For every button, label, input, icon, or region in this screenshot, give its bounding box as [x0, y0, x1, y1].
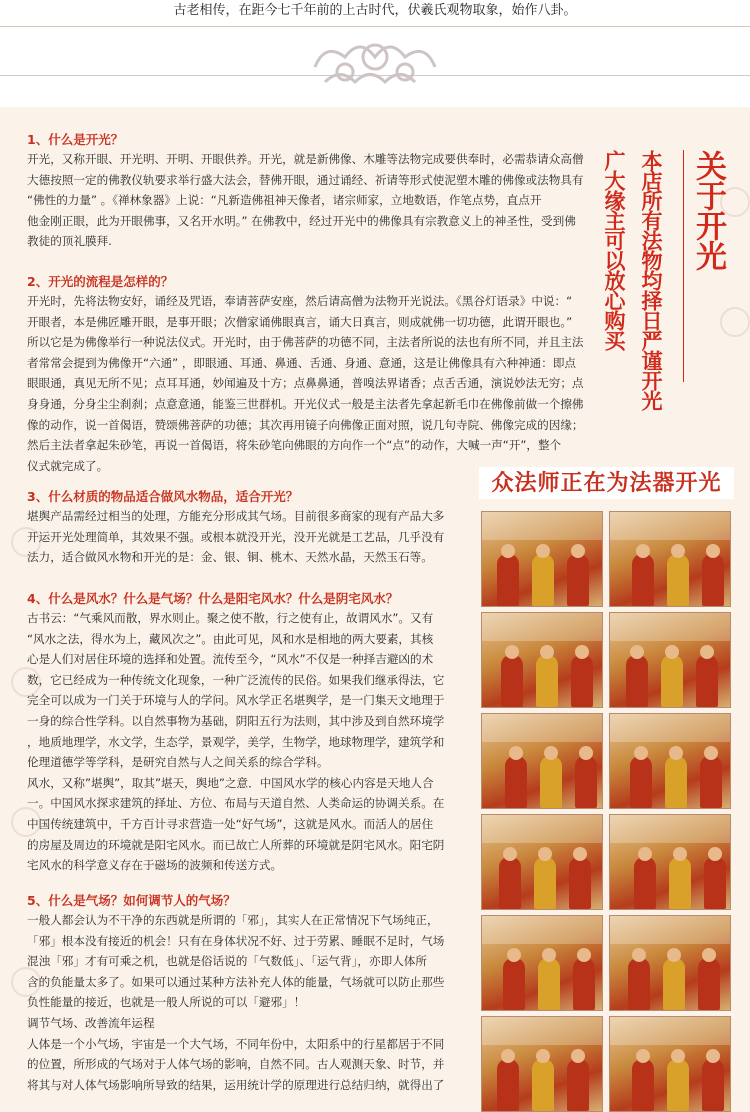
section-line: 堪舆产品需经过相当的处理，方能充分形成其气场。目前很多商家的现有产品大多 — [27, 509, 445, 523]
ceremony-photo — [609, 511, 731, 607]
section-line: ，地质地理学，水文学，生态学，景观学，美学，生物学，地球物理学，建筑学和 — [27, 734, 445, 749]
ceremony-photo — [609, 915, 731, 1011]
photo-banner: 众法师正在为法器开光 — [479, 467, 734, 499]
ceremony-photo — [481, 1016, 603, 1112]
section-line: 一。中国风水探求建筑的择址、方位、布局与天道自然、人类命运的协调关系。在 — [27, 796, 445, 811]
section-heading: 4、什么是风水？什么是气场？什么是阳宅风水？什么是阴宅风水？ — [27, 591, 399, 606]
section-line: 数，它已经成为一种传统文化现象，一种广泛流传的民俗。如果我们继承得法，它 — [27, 672, 445, 687]
title-divider — [683, 150, 684, 382]
section-line: 中国传统建筑中，千方百计寻求营造一处“好气场”，这就是风水。而活人的居住 — [27, 816, 434, 831]
section-line: 混浊「邪」才有可乘之机，也就是俗话说的「气数低」、「运气背」，亦即人体所 — [27, 954, 427, 969]
ceremony-photo — [481, 713, 603, 809]
section-line: 他金刚正眼，此为开眼佛事，又名开水明。” 在佛教中，经过开光中的佛像具有宗教意义上的神圣性，受到佛 — [27, 213, 576, 228]
cloud-ornament-icon — [295, 27, 455, 107]
title-about-kaiguang: 关于开光 — [690, 150, 726, 270]
section-process — [27, 273, 587, 476]
section-line: 像的动作，说一首偈语，赞颂佛菩萨的功德；其次再用镜子向佛像正面对照，说几句寺院、佛像完成的因缘； — [27, 417, 584, 432]
section-line: 法力，适合做风水物和开光的是：金、银、铜、桃木、天然水晶，天然玉石等。 — [27, 550, 433, 565]
section-line: 完全可以成为一门关于环境与人的学问。风水学正名堪舆学，是一门集天文地理于 — [27, 693, 445, 708]
header-ornament — [0, 27, 750, 107]
section-line: 仪式就完成了。 — [27, 458, 109, 473]
section-heading: 3、什么材质的物品适合做风水物品，适合开光？ — [27, 489, 299, 504]
section-what-is-kaiguang — [27, 131, 587, 252]
section-line: 一身的综合性学科。以自然事物为基础，阴阳五行为法则，其中涉及到自然环境学 — [27, 713, 445, 728]
section-line: 的房屋及周边的环境就是阳宅风水。而已故亡人所葬的环境就是阴宅风水。阳宅阴 — [27, 837, 445, 852]
section-qichang — [27, 892, 467, 1095]
section-line: 开光，又称开眼、开光明、开明、开眼供养。开光，就是新佛像、木雕等法物完成要供奉时，必需恭请众高僧 — [27, 152, 584, 166]
section-line: 一般人都会认为不干净的东西就是所谓的「邪」，其实人在正常情况下气场纯正， — [27, 913, 439, 927]
section-line: 开光时，先将法物安好，诵经及咒语，奉请菩萨安座，然后请高僧为法物开光说法。《黑谷灯语录》中说：“ — [27, 294, 573, 308]
ceremony-photo — [481, 612, 603, 708]
section-line: 将其与对人体气场影响所导致的结果，运用统计学的原理进行总结归纳，就得出了 — [27, 1077, 445, 1092]
top-quote: 古老相传，在距今七千年前的上古时代，伏羲氏观物取象，始作八卦。 — [0, 0, 750, 27]
ceremony-photo — [481, 511, 603, 607]
section-line: 宅风水的科学意义存在于磁场的波频和传送方式。 — [27, 858, 283, 873]
section-line: 然后主法者拿起朱砂笔，再说一首偈语，将朱砂笔向佛眼的方向作一个“点”的动作，大喊一声“开”，整个 — [27, 438, 562, 453]
ceremony-photo — [609, 713, 731, 809]
section-line: “佛性的力量” 。《禅林象器》上说：“凡新造佛祖神天像者，诸宗师家，立地数语，作笔点势，直点开 — [27, 193, 542, 208]
section-line: 的位置，所形成的气场对于人体气场的影响，自然不同。古人观测天象、时节，并 — [27, 1057, 445, 1072]
section-line: 教徒的顶礼膜拜. — [27, 234, 112, 249]
section-fengshui — [27, 590, 467, 876]
section-line: 伦理道德学等学科，是研究自然与人之间关系的综合学科。 — [27, 755, 329, 770]
section-line: 身身通，分身尘尘刹刹；点意意通，能鉴三世群机。开光仪式一般是主法者先拿起新毛巾在佛像前做一个擦佛 — [27, 396, 584, 411]
section-line: 古书云：“气乘风而散，界水则止。聚之使不散，行之使有止，故谓风水”。又有 — [27, 611, 434, 625]
section-line: “风水之法，得水为上，藏风次之”。由此可见，风和水是相地的两大要素，其核 — [27, 631, 434, 646]
ceremony-photo — [481, 814, 603, 910]
ceremony-photo — [609, 1016, 731, 1112]
ceremony-photo — [609, 814, 731, 910]
title-trust-note: 广大缘主可以放心购买 — [602, 150, 627, 350]
section-heading: 2、开光的流程是怎样的？ — [27, 274, 174, 289]
section-line: 开运开光处理简单，其效果不强。或根本就没开光，没开光就是工艺品，几乎没有 — [27, 529, 445, 544]
section-materials — [27, 488, 467, 568]
section-line: 负性能量的接近，也就是一般人所说的可以「避邪」！ — [27, 995, 306, 1010]
ceremony-photo — [609, 612, 731, 708]
bg-ornament — [720, 307, 750, 337]
ceremony-photo — [481, 915, 603, 1011]
section-heading: 5、什么是气场？如何调节人的气场？ — [27, 893, 236, 908]
section-line: 所以它是为佛像举行一种说法仪式。开光时，由于佛菩萨的功德不同，主法者所说的法也有所不同，并且主法 — [27, 335, 584, 350]
section-line: 者常常会提到为佛像开“六通” ，即眼通、耳通、鼻通、舌通、身通、意通，这是让佛像具有六种神通：即点 — [27, 355, 577, 370]
section-line: 调节气场、改善流年运程 — [27, 1015, 155, 1030]
section-line: 含的负能量太多了。如果可以通过某种方法补充人体的能量，气场就可以防止那些 — [27, 974, 445, 989]
section-line: 人体是一个小气场，宇宙是一个大气场，不同年份中，太阳系中的行星都居于不同 — [27, 1036, 445, 1051]
section-line: 风水，又称”堪舆”，取其”堪天，舆地”之意．中国风水学的核心内容是天地人合 — [27, 775, 434, 790]
section-heading: 1、什么是开光？ — [27, 132, 124, 147]
section-line: 大德按照一定的佛教仪轨要求举行盛大法会，替佛开眼，通过诵经、祈请等形式使泥塑木雕的佛像或法物具有 — [27, 172, 584, 187]
section-line: 眼眼通，真见无所不见；点耳耳通，妙闻遍及十方；点鼻鼻通，普嗅法界诸香；点舌舌通，演说妙法无穷；点 — [27, 376, 584, 391]
title-store-note: 本店所有法物均择日严谨开光 — [639, 150, 664, 410]
section-line: 心是人们对居住环境的选择和处置。流传至今，“风水”不仅是一种择吉避凶的术 — [27, 652, 434, 667]
section-line: 「邪」根本没有接近的机会！只有在身体状况不好、过于劳累、睡眠不足时，气场 — [27, 933, 445, 948]
section-line: 开眼者，本是佛匠雕开眼，是事开眼；次僧家诵佛眼真言，诵大日真言，则成就佛一切功德，此谓开眼也。” — [27, 314, 573, 329]
